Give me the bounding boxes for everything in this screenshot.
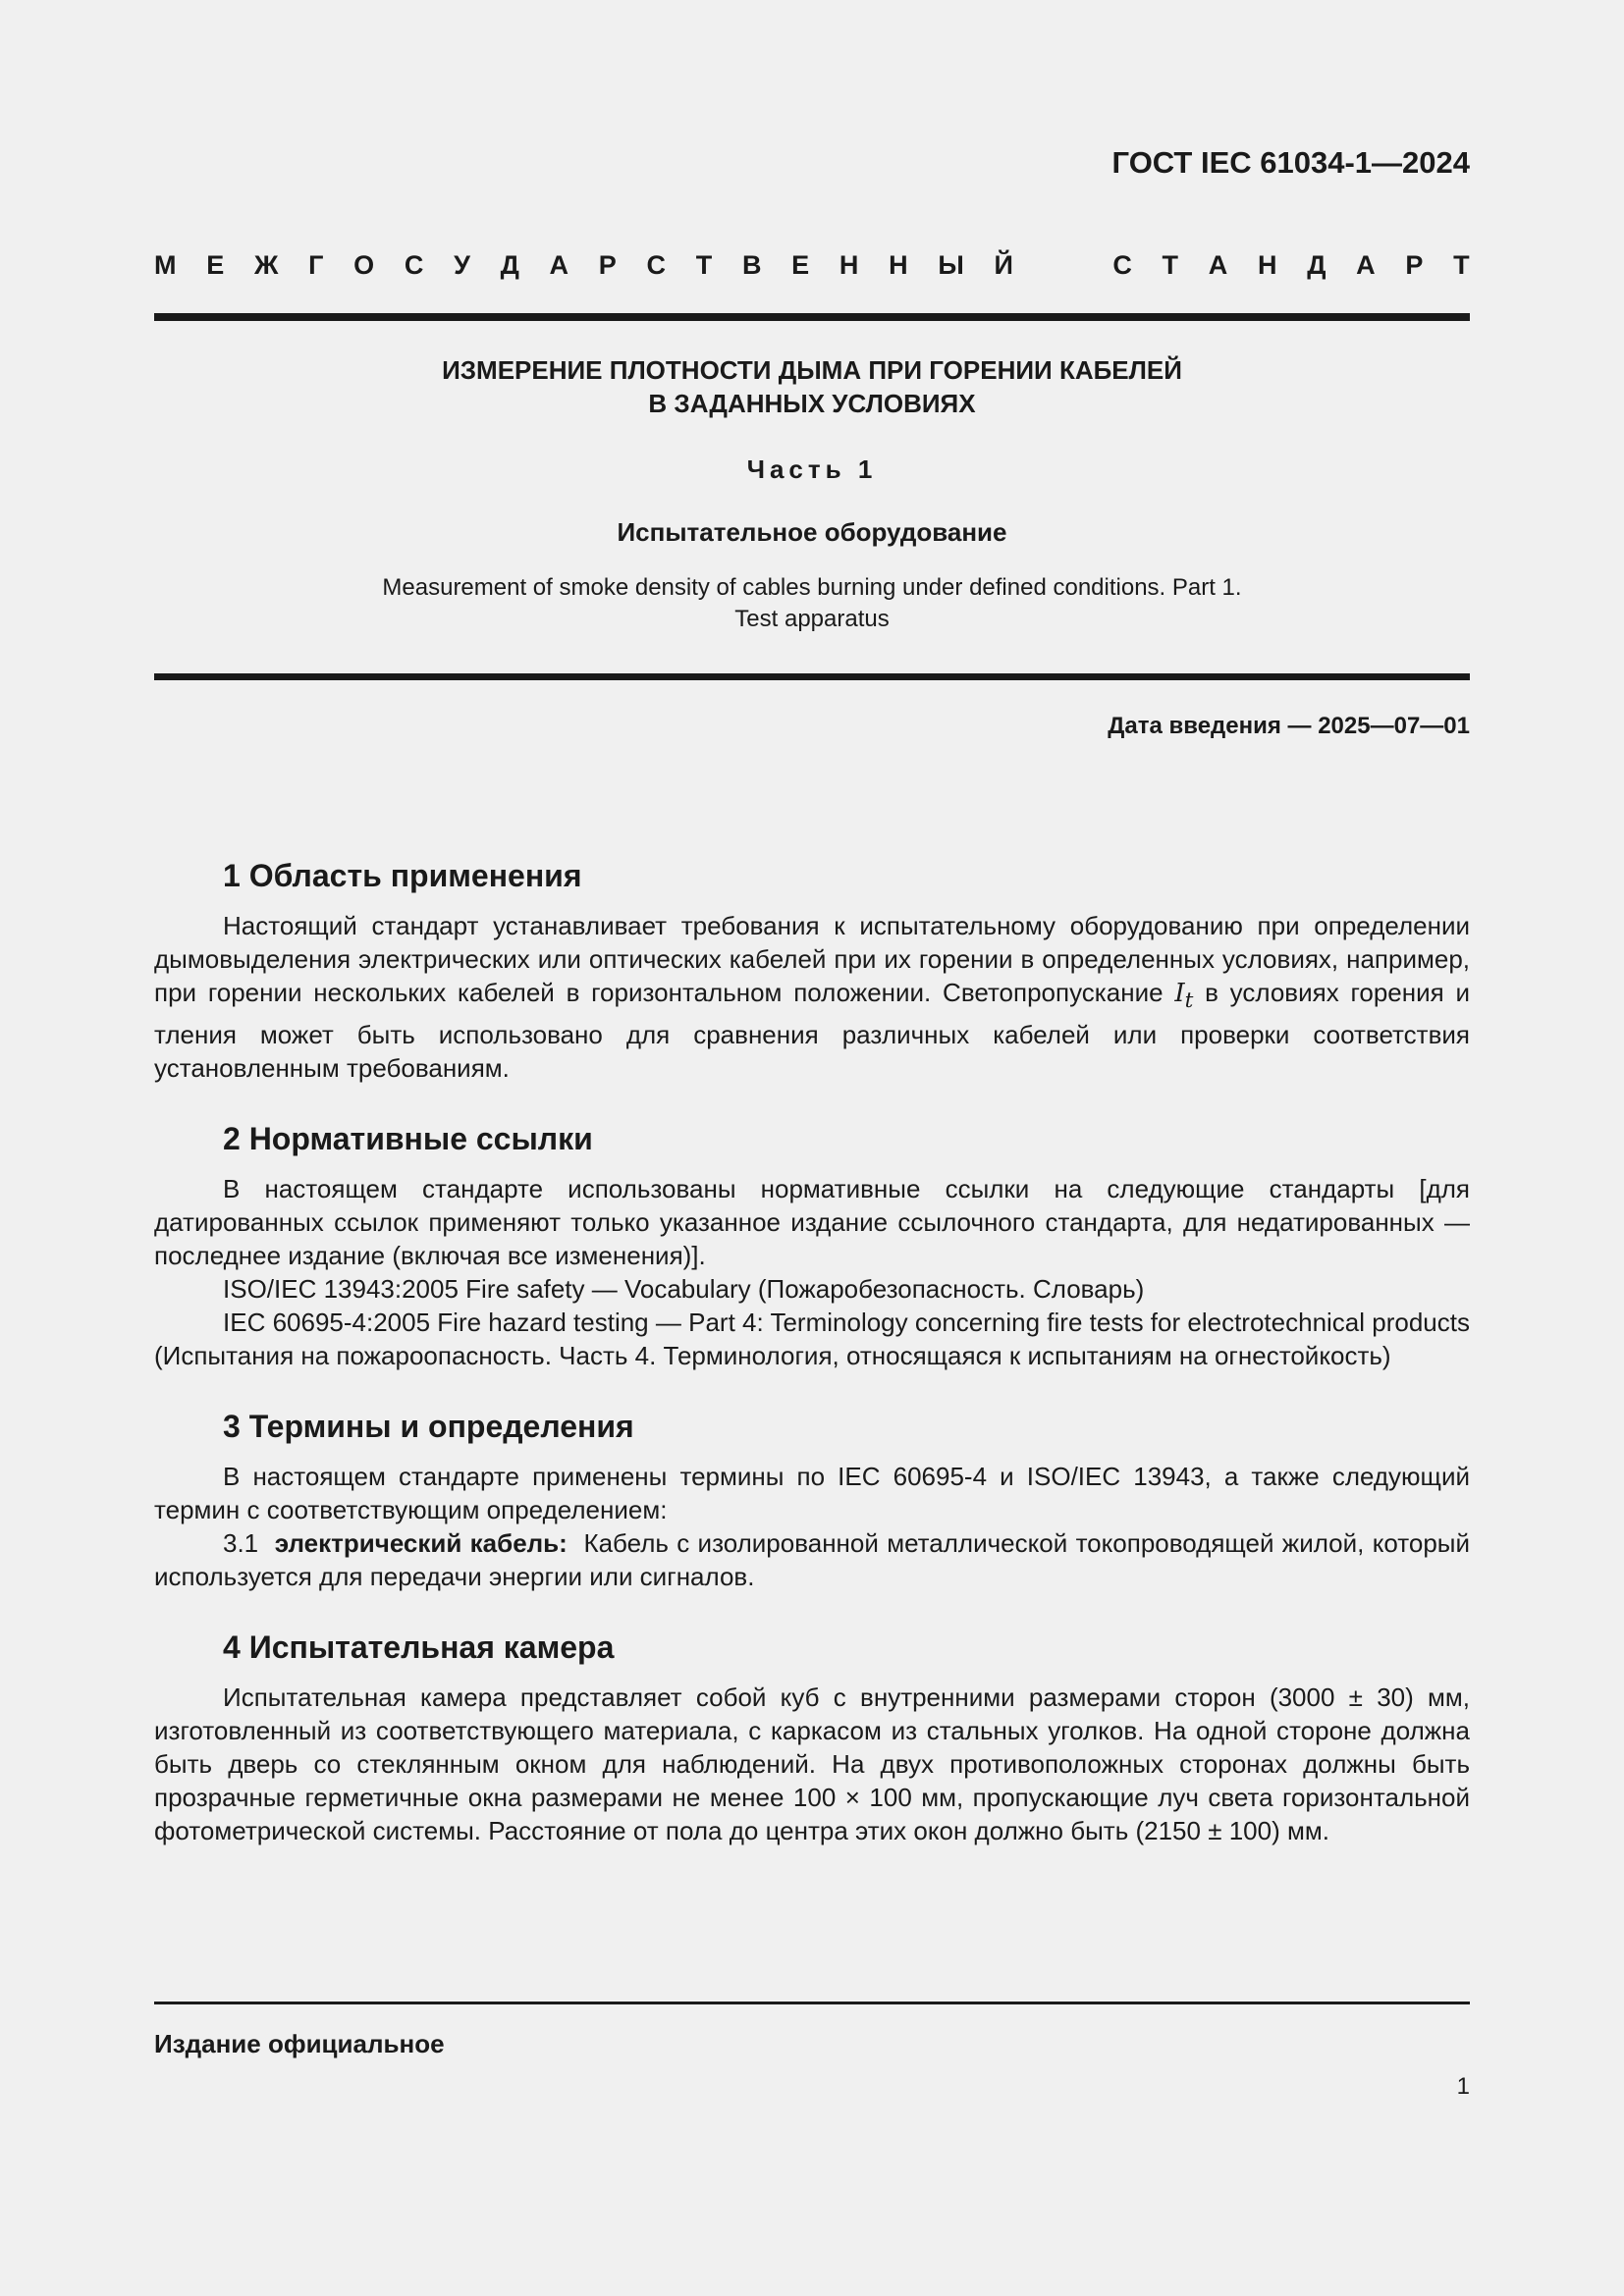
banner-letter: Н <box>839 250 859 280</box>
banner-letter: Й <box>994 250 1013 280</box>
title-block <box>154 353 1470 635</box>
banner-letter: Р <box>1405 250 1424 280</box>
banner-letter: У <box>454 250 470 280</box>
document-title <box>154 353 1470 420</box>
term-number: 3.1 <box>223 1528 259 1559</box>
section-1-text-start: Настоящий стандарт устанавливает требования к испытательному оборудованию при определении дымовыделения электрических или оптических кабелей при их горении в определенных условиях, например, при горении нескольких кабелей в горизонтальном положении. Светопропускание <box>154 911 1470 1007</box>
section-4-title: 4 Испытательная камера <box>223 1629 615 1666</box>
part-subtitle: Испытательное оборудование <box>617 517 1007 547</box>
banner-letter: Д <box>1307 250 1326 280</box>
english-title-line-1: Measurement of smoke density of cables burning under defined conditions. Part 1. <box>382 574 1242 601</box>
section-2-title: 2 Нормативные ссылки <box>223 1121 593 1157</box>
banner-letter: А <box>549 250 569 280</box>
introduction-date: Дата введения — 2025—07—01 <box>1108 713 1470 739</box>
top-divider <box>154 313 1470 321</box>
transmittance-symbol: I <box>1174 979 1185 1008</box>
title-line-1: ИЗМЕРЕНИЕ ПЛОТНОСТИ ДЫМА ПРИ ГОРЕНИИ КАБЕЛЕЙ <box>442 355 1182 385</box>
page-number: 1 <box>1456 2073 1470 2100</box>
part-label: Часть 1 <box>746 454 878 484</box>
footer-divider <box>154 2002 1470 2004</box>
banner-letter: Г <box>308 250 324 280</box>
banner-letter: Н <box>889 250 908 280</box>
section-1-text-end: в условиях горения и тления может быть использовано для сравнения различных кабелей или проверки соответствия установленным требованиям. <box>154 978 1471 1084</box>
document-body <box>154 856 1470 1847</box>
official-edition-label: Издание официальное <box>154 2029 445 2058</box>
banner-letter: Е <box>791 250 810 280</box>
banner-word-gap <box>1044 250 1083 281</box>
section-4-paragraph: Испытательная камера представляет собой куб с внутренними размерами сторон (3000 ± 30) мм, изготовленный из соответствующего материала, с каркасом из стальных уголков. На одной стороне должна быть дверь со стеклянным окном для наблюдений. На двух противоположных сторонах должны быть прозрачные герметичные окна размерами не менее 100 × 100 мм, пропускающие луч света горизонтальной фотометрической системы. Расстояние от пола до центра этих окон должно быть (2150 ± 100) мм. <box>154 1682 1470 1846</box>
title-line-2: В ЗАДАННЫХ УСЛОВИЯХ <box>648 389 976 418</box>
term-definition <box>154 1526 1470 1593</box>
banner-letter: Ж <box>253 250 279 280</box>
middle-divider <box>154 673 1470 680</box>
section-2-paragraph: В настоящем стандарте использованы нормативные ссылки на следующие стандарты [для датированных ссылок применяют только указанное издание ссылочного стандарта, для недатированных — последнее издание (включая все изменения)]. <box>154 1174 1470 1271</box>
section-1-paragraph <box>154 909 1470 1085</box>
banner-letter: С <box>1112 250 1132 280</box>
banner-letter: Т <box>695 250 713 280</box>
transmittance-subscript: t <box>1184 988 1194 1014</box>
banner-letter: А <box>1208 250 1228 280</box>
banner-letter: Е <box>206 250 225 280</box>
english-title-line-2: Test apparatus <box>734 606 890 632</box>
section-1-title: 1 Область применения <box>223 858 582 893</box>
banner-letter: Ы <box>938 250 964 280</box>
banner-letter: В <box>741 250 762 280</box>
document-number: ГОСТ IEC 61034-1—2024 <box>1111 145 1470 180</box>
term-name: электрический кабель: <box>274 1528 568 1559</box>
banner-letter: С <box>404 250 424 280</box>
section-3-paragraph: В настоящем стандарте применены термины по IEC 60695-4 и ISO/IEC 13943, а также следующий термин с соответствующим определением: <box>154 1462 1470 1525</box>
reference-iec-60695-4: IEC 60695-4:2005 Fire hazard testing — Part 4: Terminology concerning fire tests for electrotechnical products (Испытания на пожароопасность. Часть 4. Терминология, относящаяся к испытаниям на огнестойкость) <box>154 1308 1470 1371</box>
english-title <box>154 572 1470 635</box>
banner-letter: Д <box>500 250 519 280</box>
banner-letter: Н <box>1257 250 1277 280</box>
standard-type-banner <box>154 250 1470 281</box>
section-3-title: 3 Термины и определения <box>223 1409 634 1445</box>
banner-letter: Р <box>598 250 617 280</box>
banner-letter: С <box>646 250 666 280</box>
term-definition-text: Кабель с изолированной металлической токопроводящей жилой, который используется для передачи энергии или сигналов. <box>154 1528 1470 1592</box>
banner-letter: М <box>154 250 177 280</box>
banner-letter: Т <box>1162 250 1179 280</box>
banner-letter: О <box>353 250 375 280</box>
reference-iso-13943: ISO/IEC 13943:2005 Fire safety — Vocabulary (Пожаробезопасность. Словарь) <box>223 1274 1145 1305</box>
banner-letter: А <box>1356 250 1376 280</box>
banner-letter: Т <box>1453 250 1470 280</box>
